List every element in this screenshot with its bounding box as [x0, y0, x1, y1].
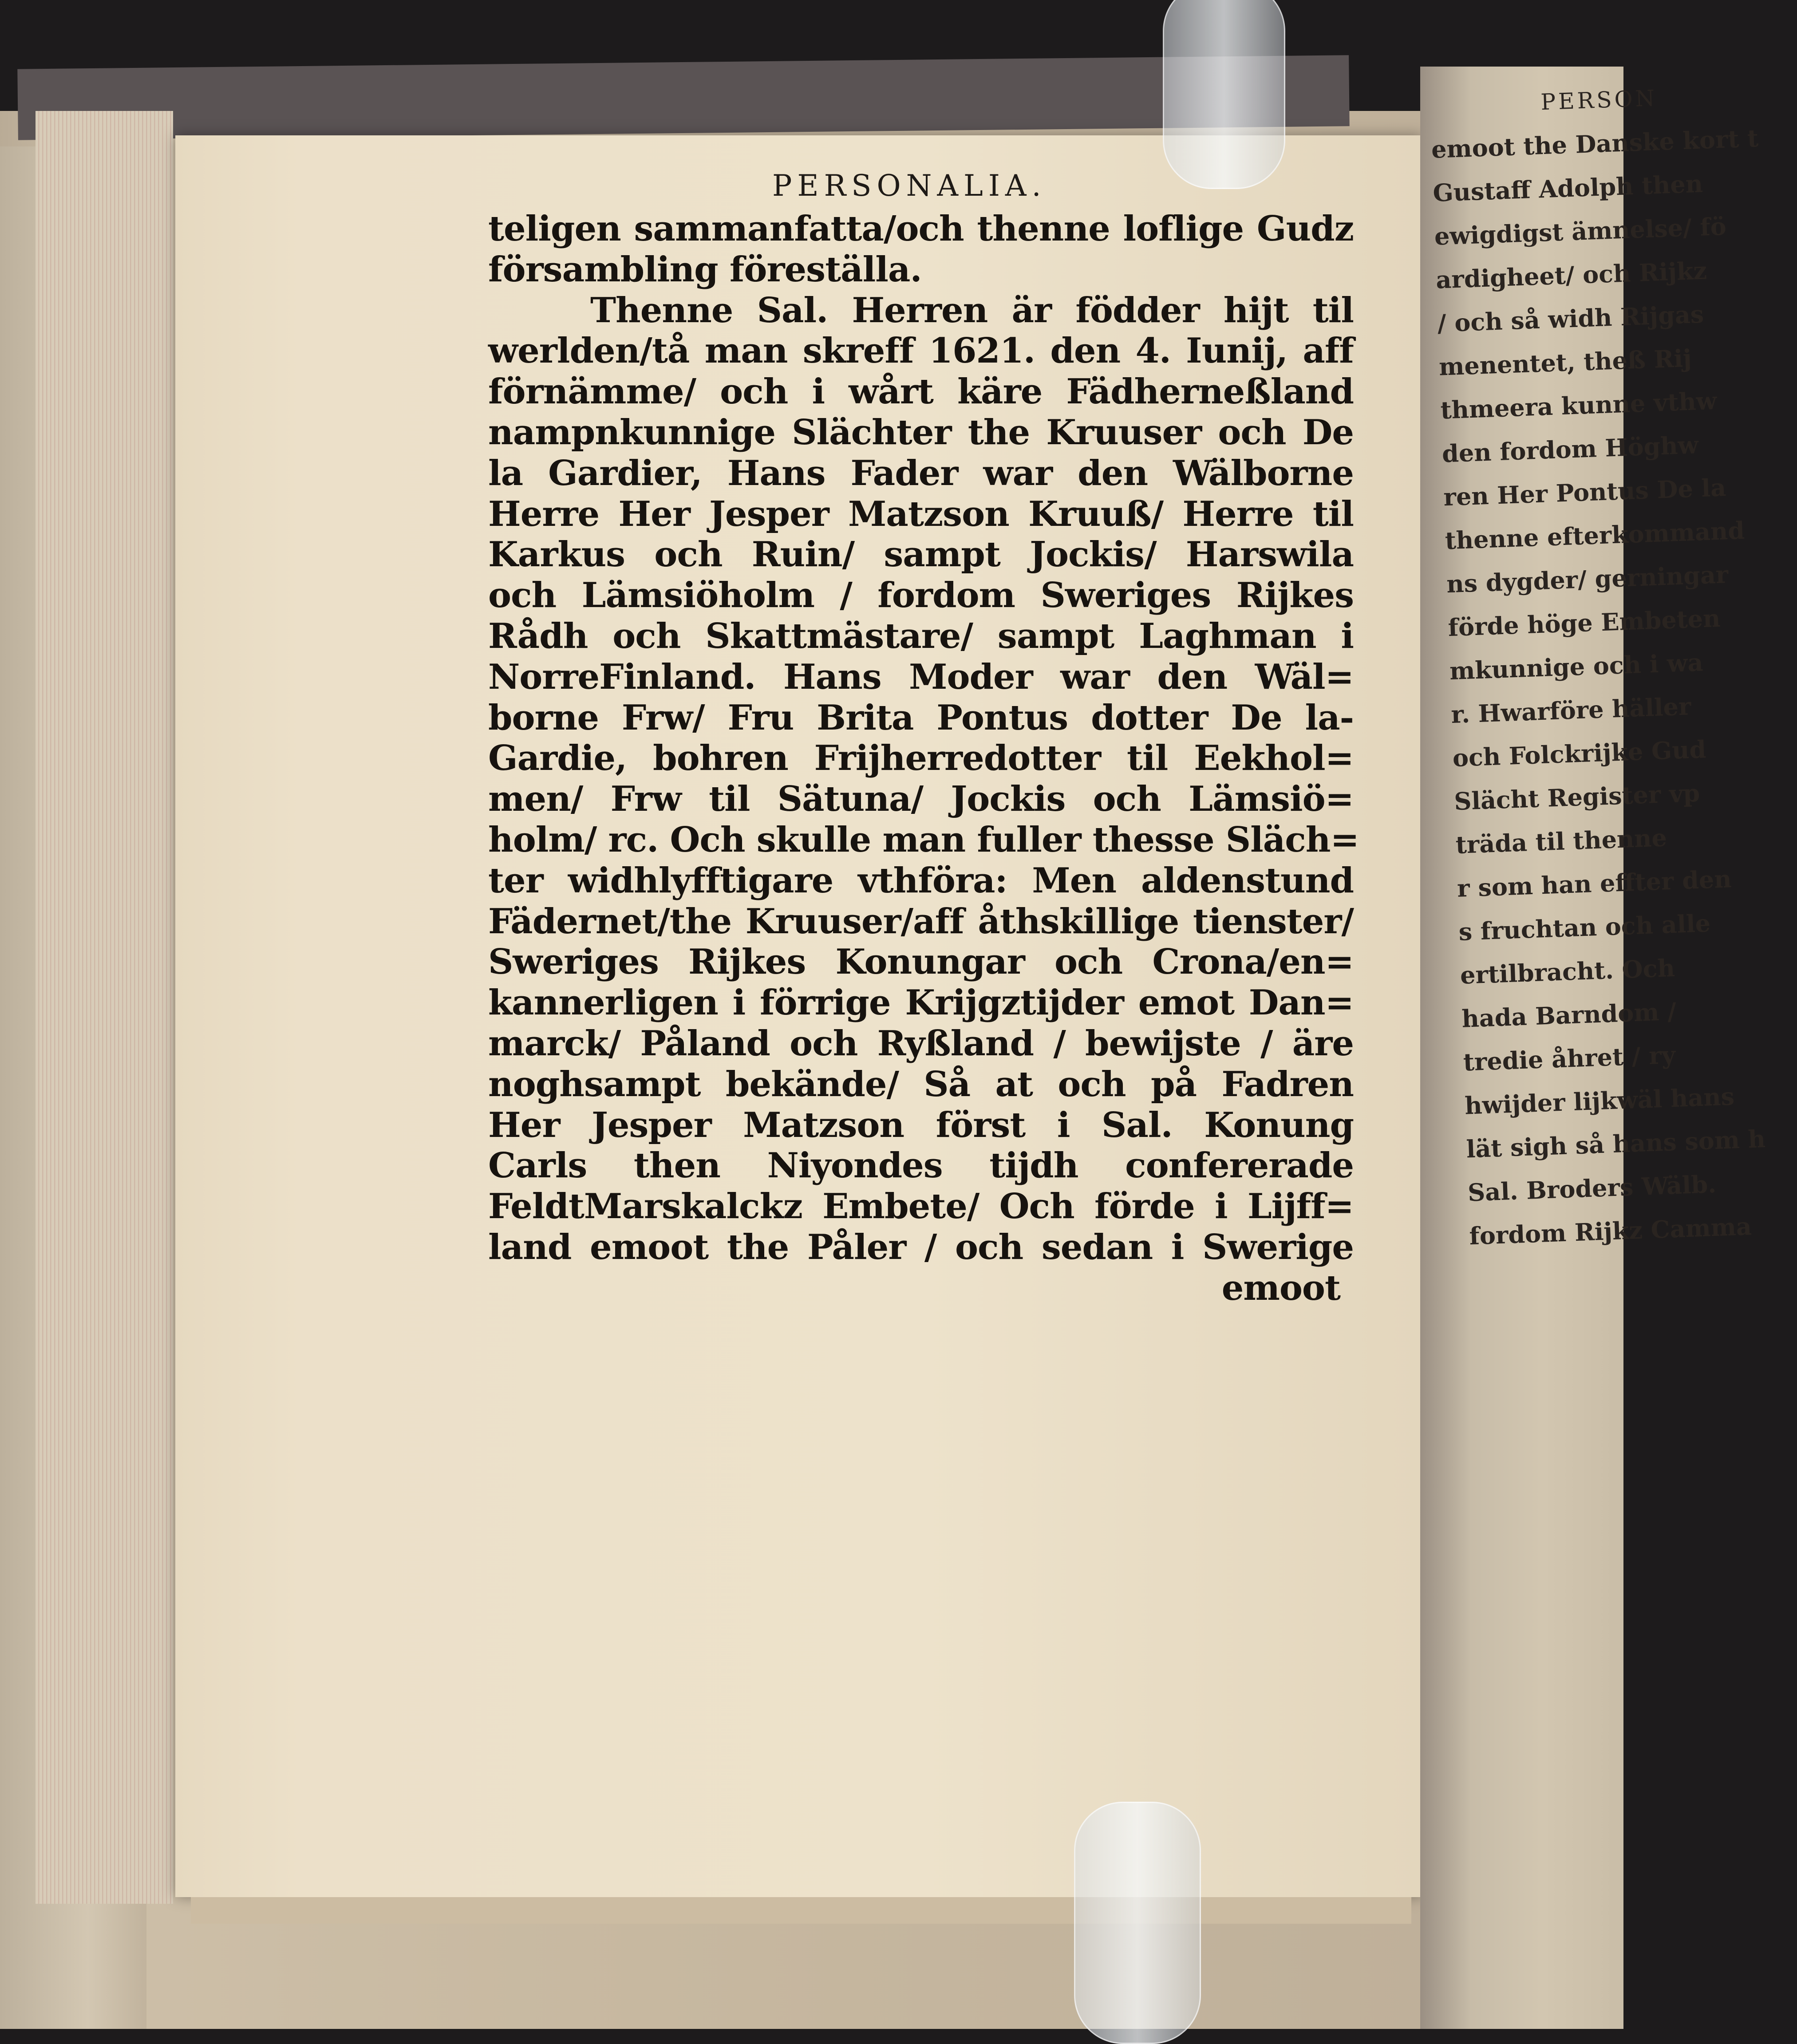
facing-text-line: ns dygder/ gerningar: [1446, 560, 1729, 599]
text-line: NorreFinland. Hans Moder war den Wäl=: [488, 656, 1354, 697]
page-text-block: [488, 209, 1359, 1309]
text-line: marck/ Påland och Ryßland / bewijste / äre: [488, 1023, 1354, 1064]
facing-text-line: Sal. Broders Wälb.: [1467, 1169, 1717, 1207]
text-line: Sweriges Rijkes Konungar och Crona/en=: [488, 942, 1354, 983]
text-line: Karkus och Ruin/ sampt Jockis/ Harswila: [488, 534, 1354, 575]
facing-text-line: den fordom Höghw: [1441, 430, 1699, 468]
text-line: Fädernet/the Kruuser/aff åthskillige tienster/: [488, 901, 1354, 942]
facing-text-line: ewigdigst ämnelse/ fö: [1434, 212, 1727, 251]
page-edges: [36, 111, 173, 1904]
text-line: Gardie, bohren Frijherredotter til Eekhol=: [488, 738, 1354, 779]
facing-text-line: thmeera kunne vthw: [1440, 386, 1718, 425]
facing-text-line: tredie åhret / ry: [1462, 1040, 1676, 1077]
facing-text-line: menentet, theß Rij: [1438, 343, 1692, 381]
text-line: och Lämsiöholm / fordom Sweriges Rijkes: [488, 575, 1354, 616]
text-line: land emoot the Påler / och sedan i Swerige: [488, 1227, 1354, 1267]
text-line: la Gardier, Hans Fader war den Wälborne: [488, 453, 1354, 493]
text-line: FeldtMarskalckz Embete/ Och förde i Lijff=: [488, 1186, 1354, 1227]
facing-text-line: thenne efterkommand: [1444, 516, 1745, 555]
facing-text-line: Slächt Register vp: [1453, 778, 1701, 816]
text-line: Rådh och Skattmästare/ sampt Laghman i: [488, 616, 1354, 656]
page-bottom-edge: [191, 1897, 1411, 1924]
text-line: borne Frw/ Fru Brita Pontus dotter De la-: [488, 697, 1354, 738]
page-clip-bottom: [1074, 1802, 1201, 2044]
text-line: noghsampt bekände/ Så at och på Fadren: [488, 1064, 1354, 1105]
facing-text-line: r som han effter den: [1457, 864, 1732, 903]
facing-text-line: / och så widh Rijgas: [1437, 300, 1705, 338]
facing-text-line: hwijder lijkwäl hans: [1464, 1082, 1735, 1120]
text-line: ter widhlyfftigare vthföra: Men aldenstund: [488, 860, 1354, 901]
text-line: teligen sammanfatta/och thenne loflige Gudz: [488, 209, 1354, 249]
facing-text-line: lät sigh så hans som h: [1465, 1125, 1766, 1164]
page-clip-top: [1163, 0, 1285, 189]
facing-text-line: r. Hwarföre häller: [1450, 692, 1692, 729]
facing-text-line: förde höge Embeten: [1447, 604, 1721, 642]
text-line: Thenne Sal. Herren är födder hijt til: [590, 290, 1354, 331]
facing-text-line: emoot the Danske kort t: [1431, 124, 1759, 164]
text-line: Carls then Niyondes tijdh confererade: [488, 1145, 1354, 1186]
facing-text-line: och Folckrijke Gud: [1452, 735, 1707, 773]
facing-text-line: ertilbracht. Och: [1459, 953, 1675, 990]
facing-text-line: träda til thenne: [1455, 823, 1667, 859]
book-cover-strip: [17, 55, 1350, 140]
text-line: holm/ rc. Och skulle man fuller thesse Släch=: [488, 819, 1359, 860]
text-line: Herre Her Jesper Matzson Kruuß/ Herre til: [488, 493, 1354, 534]
text-line: försambling föreställa.: [488, 249, 922, 290]
facing-text-line: mkunnige och i wa: [1449, 648, 1704, 686]
catchword: emoot: [1221, 1267, 1340, 1308]
text-line: Her Jesper Matzson först i Sal. Konung: [488, 1105, 1354, 1145]
facing-text-line: hada Barndom /: [1461, 997, 1677, 1033]
text-line: kannerligen i förrige Krijgztijder emot Dan=: [488, 983, 1354, 1023]
text-line: werlden/tå man skreff 1621. den 4. Iunij, aff: [488, 331, 1354, 371]
facing-text-line: fordom Rijkz Camma: [1469, 1212, 1752, 1251]
running-head: PERSONALIA.: [772, 169, 1047, 203]
text-line: förnämme/ och i wårt käre Fädherneßland: [488, 371, 1354, 412]
text-line: nampnkunnige Slächter the Kruuser och De: [488, 412, 1354, 453]
facing-text-line: Gustaff Adolph then: [1432, 169, 1703, 207]
text-line: men/ Frw til Sätuna/ Jockis och Lämsiö=: [488, 779, 1354, 820]
facing-text-line: s fruchtan och alle: [1458, 909, 1711, 946]
facing-text-line: ardigheet/ och Rijkz: [1435, 256, 1708, 294]
facing-text-line: ren Her Pontus De la: [1443, 473, 1727, 512]
facing-running-head: PERSON: [1540, 85, 1658, 115]
facing-page-text: [1429, 77, 1766, 1258]
